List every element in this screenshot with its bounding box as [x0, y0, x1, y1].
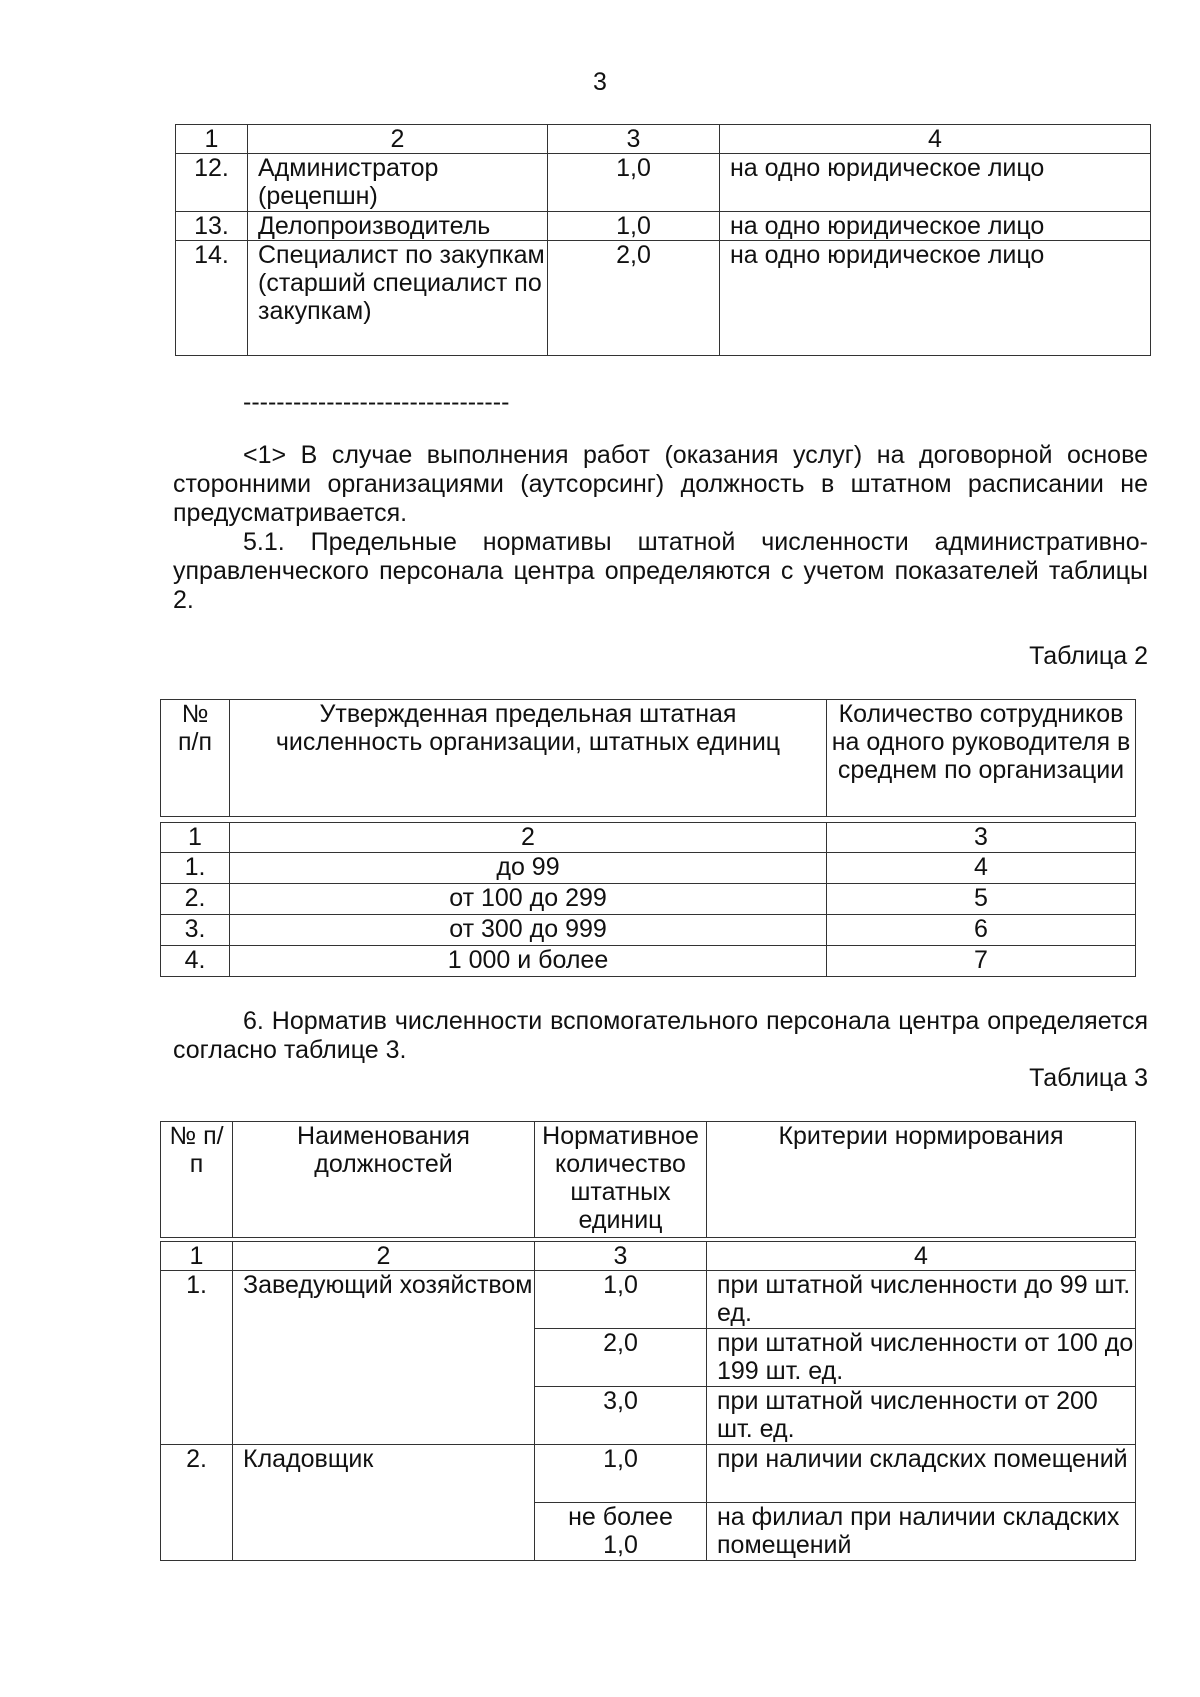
position-note: на одно юридическое лицо [720, 212, 1151, 241]
table-3-title: Таблица 3 [1029, 1064, 1148, 1092]
table-row [176, 212, 1151, 241]
position-name: Делопроизводитель [248, 212, 548, 241]
column-number: 1 [176, 125, 248, 154]
column-number: 4 [707, 1242, 1136, 1271]
position-quantity: 1,0 [548, 212, 720, 241]
position-criteria: при штатной численности от 200 шт. ед. [707, 1387, 1136, 1445]
position-quantity: 2,0 [548, 241, 720, 356]
row-number: 1. [161, 1271, 233, 1445]
headcount-range: до 99 [230, 853, 827, 884]
staff-table-continuation [175, 124, 1151, 356]
position-name: Кладовщик [233, 1445, 535, 1561]
column-number: 2 [233, 1242, 535, 1271]
table-row [161, 1271, 1136, 1329]
table-row [161, 884, 1136, 915]
table-header-row [176, 125, 1151, 154]
position-quantity: 1,0 [535, 1445, 707, 1503]
table-row [161, 853, 1136, 884]
position-name: Специалист по закупкам (старший специалист по закупкам) [248, 241, 548, 356]
table-2-title: Таблица 2 [1029, 642, 1148, 670]
table-2-header [160, 699, 1136, 817]
header-headcount: Утвержденная предельная штатная численность организации, штатных единиц [230, 700, 827, 817]
position-quantity: 2,0 [535, 1329, 707, 1387]
table-header-row [161, 823, 1136, 853]
row-number: 12. [176, 154, 248, 212]
table-header-row [161, 1242, 1136, 1271]
row-number: 14. [176, 241, 248, 356]
column-number: 3 [535, 1242, 707, 1271]
column-number: 2 [248, 125, 548, 154]
employee-count: 7 [827, 946, 1136, 977]
position-note: на одно юридическое лицо [720, 154, 1151, 212]
column-number: 1 [161, 1242, 233, 1271]
position-quantity: 1,0 [548, 154, 720, 212]
column-number: 1 [161, 823, 230, 853]
header-position-names: Наименования должностей [233, 1122, 535, 1238]
position-criteria: при штатной численности от 100 до 199 шт. ед. [707, 1329, 1136, 1387]
position-quantity: не более 1,0 [535, 1503, 707, 1561]
employee-count: 4 [827, 853, 1136, 884]
page-number: 3 [593, 68, 607, 96]
header-criteria: Критерии нормирования [707, 1122, 1136, 1238]
position-name: Администратор (рецепшн) [248, 154, 548, 212]
position-quantity: 3,0 [535, 1387, 707, 1445]
column-number: 2 [230, 823, 827, 853]
position-quantity: 1,0 [535, 1271, 707, 1329]
header-number: № п/п [161, 1122, 233, 1238]
headcount-range: 1 000 и более [230, 946, 827, 977]
row-number: 2. [161, 884, 230, 915]
column-number: 3 [548, 125, 720, 154]
table-row [161, 1445, 1136, 1503]
table-row [176, 154, 1151, 212]
footnote-text: <1> В случае выполнения работ (оказания услуг) на договорной основе сторонними организациями (аутсорсинг) должность в штатном расписании не предусматривается. [173, 441, 1148, 527]
position-criteria: при наличии складских помещений [707, 1445, 1136, 1503]
header-ratio: Количество сотрудников на одного руководителя в среднем по организации [827, 700, 1136, 817]
row-number: 1. [161, 853, 230, 884]
position-criteria: на филиал при наличии складских помещений [707, 1503, 1136, 1561]
footnote-separator: -------------------------------- [243, 388, 510, 416]
row-number: 2. [161, 1445, 233, 1561]
table-row [161, 946, 1136, 977]
column-number: 3 [827, 823, 1136, 853]
column-number: 4 [720, 125, 1151, 154]
table-row [176, 241, 1151, 356]
row-number: 13. [176, 212, 248, 241]
headcount-range: от 300 до 999 [230, 915, 827, 946]
employee-count: 5 [827, 884, 1136, 915]
paragraph-5-1: 5.1. Предельные нормативы штатной численности административно-управленческого персонала центра определяются с учетом показателей таблицы 2. [173, 528, 1148, 614]
header-number: № п/п [161, 700, 230, 817]
employee-count: 6 [827, 915, 1136, 946]
position-name: Заведующий хозяйством [233, 1271, 535, 1445]
table-3-header [160, 1121, 1136, 1238]
headcount-range: от 100 до 299 [230, 884, 827, 915]
position-criteria: при штатной численности до 99 шт. ед. [707, 1271, 1136, 1329]
row-number: 4. [161, 946, 230, 977]
table-row [161, 915, 1136, 946]
paragraph-6: 6. Норматив численности вспомогательного персонала центра определяется согласно таблице 3. [173, 1007, 1148, 1064]
row-number: 3. [161, 915, 230, 946]
table-3-body [160, 1241, 1136, 1561]
position-note: на одно юридическое лицо [720, 241, 1151, 356]
table-2-body [160, 822, 1136, 977]
header-norm-quantity: Нормативное количество штатных единиц [535, 1122, 707, 1238]
